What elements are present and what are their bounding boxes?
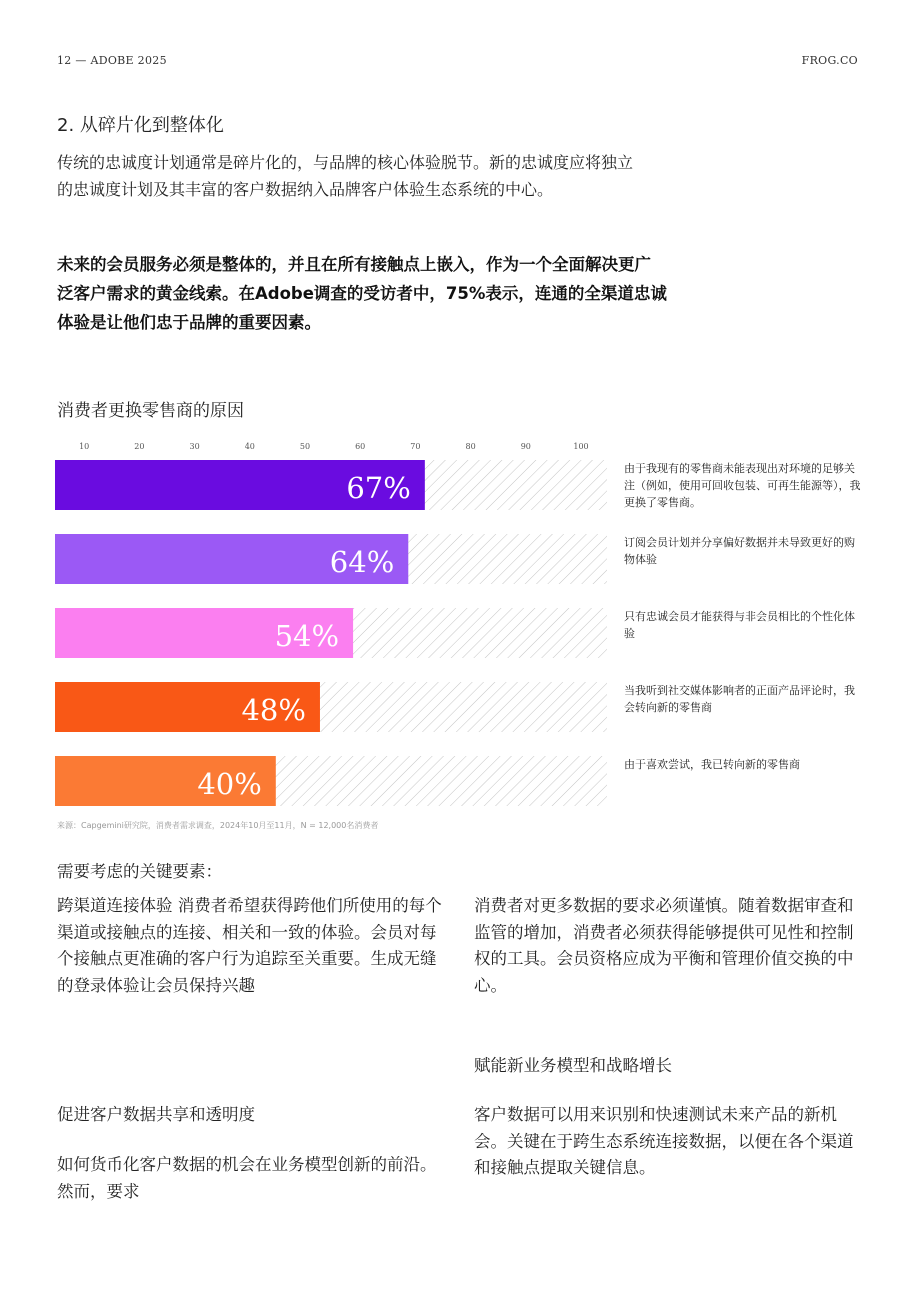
left-subheading: 促进客户数据共享和透明度 <box>57 1105 255 1124</box>
intro-paragraph: 传统的忠诚度计划通常是碎片化的，与品牌的核心体验脱节。新的忠诚度应将独立的忠诚度计划及其丰富的客户数据纳入品牌客户体验生态系统的中心。 <box>57 153 634 199</box>
bar-value-label: 48% <box>241 693 306 727</box>
factors-title: 需要考虑的关键要素： <box>57 862 222 881</box>
page-number-label: 12 — ADOBE 2025 <box>57 54 167 67</box>
x-tick-label: 10 <box>79 442 90 451</box>
x-tick-label: 30 <box>189 442 200 451</box>
bar-category-label: 由于我现有的零售商未能表现出对环境的足够关注（例如，使用可回收包装、可再生能源等），我更换了零售商。 <box>624 462 861 509</box>
right-paragraph-2: 客户数据可以用来识别和快速测试未来产品的新机会。关键在于跨生态系统连接数据，以便在各个渠道和接触点提取关键信息。 <box>474 1105 854 1177</box>
bar-value-label: 67% <box>346 471 411 505</box>
bar-value-label: 40% <box>197 767 262 801</box>
bar-category-label: 只有忠诚会员才能获得与非会员相比的个性化体验 <box>624 610 855 640</box>
left-paragraph-1: 跨渠道连接体验 消费者希望获得跨他们所使用的每个渠道或接触点的连接、相关和一致的体验。会员对每个接触点更准确的客户行为追踪至关重要。生成无缝的登录体验让会员保持兴趣 <box>57 896 442 995</box>
x-tick-label: 100 <box>573 442 589 451</box>
chart-source-note: 来源：Capgemini研究院，消费者需求调查，2024年10月至11月，N = 12,000名消费者 <box>57 821 379 830</box>
bar-value-label: 54% <box>274 619 340 653</box>
bar-category-label: 由于喜欢尝试，我已转向新的零售商 <box>624 758 800 771</box>
x-tick-label: 20 <box>134 442 145 451</box>
bar-category-label: 订阅会员计划并分享偏好数据并未导致更好的购物体验 <box>624 536 855 566</box>
section-title: 2. 从碎片化到整体化 <box>57 115 224 136</box>
x-tick-label: 60 <box>355 442 366 451</box>
right-paragraph-1: 消费者对更多数据的要求必须谨慎。随着数据审查和监管的增加，消费者必须获得能够提供可见性和控制权的工具。会员资格应成为平衡和管理价值交换的中心。 <box>474 896 854 995</box>
brand-label: FROG.CO <box>801 54 858 67</box>
highlight-quote: 未来的会员服务必须是整体的，并且在所有接触点上嵌入，作为一个全面解决更广泛客户需求的黄金线索。在Adobe调查的受访者中，75%表示，连通的全渠道忠诚体验是让他们忠于品牌的重要因素。 <box>57 255 667 332</box>
chart-title: 消费者更换零售商的原因 <box>57 401 244 421</box>
right-subheading: 赋能新业务模型和战略增长 <box>474 1056 672 1075</box>
x-tick-label: 70 <box>410 442 421 451</box>
bar-category-label: 当我听到社交媒体影响者的正面产品评论时，我会转向新的零售商 <box>624 684 855 714</box>
left-paragraph-2: 如何货币化客户数据的机会在业务模型创新的前沿。然而，要求 <box>57 1155 437 1201</box>
x-tick-label: 40 <box>244 442 255 451</box>
x-tick-label: 50 <box>299 442 311 451</box>
bar-value-label: 64% <box>329 545 395 579</box>
x-tick-label: 80 <box>465 442 476 451</box>
x-tick-label: 90 <box>520 442 531 451</box>
